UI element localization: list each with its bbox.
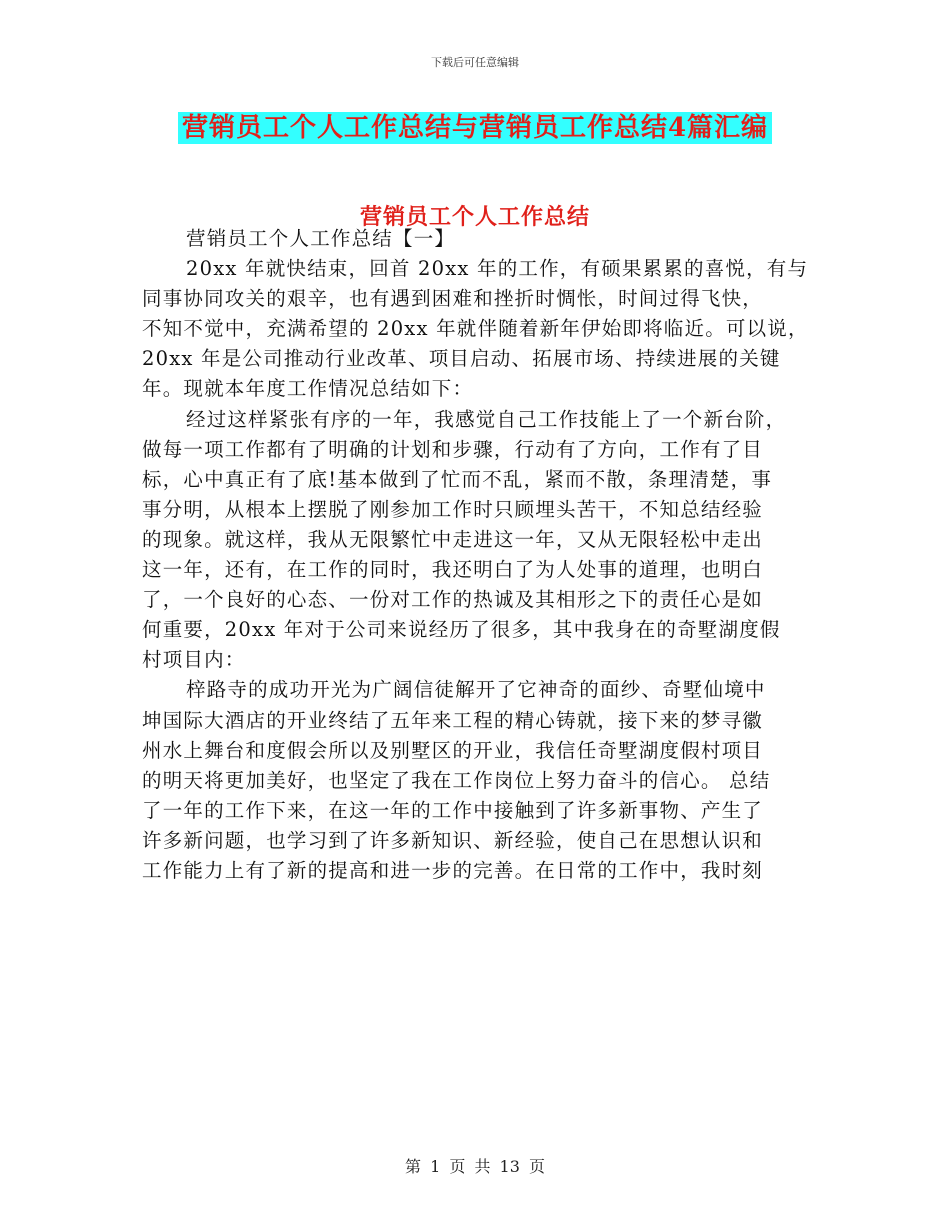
paragraph-line: 坤国际大酒店的开业终结了五年来工程的精心铸就，接下来的梦寻徽	[142, 708, 764, 732]
paragraph-line: 不知不觉中，充满希望的 20xx 年就伴随着新年伊始即将临近。可以说，	[142, 317, 809, 341]
paragraph-line: 州水上舞台和度假会所以及别墅区的开业，我信任奇墅湖度假村项目	[142, 738, 764, 762]
main-title: 营销员工个人工作总结与营销员工作总结4篇汇编	[178, 112, 772, 144]
paragraph-line: 标，心中真正有了底!基本做到了忙而不乱，紧而不散，条理清楚，事	[142, 467, 773, 491]
paragraph-line: 许多新问题，也学习到了许多新知识、新经验，使自己在思想认识和	[142, 828, 764, 852]
paragraph-line: 做每一项工作都有了明确的计划和步骤，行动有了方向，工作有了目	[142, 437, 764, 461]
paragraph-line: 的现象。就这样，我从无限繁忙中走进这一年，又从无限轻松中走出	[142, 527, 764, 551]
paragraph-line: 梓路寺的成功开光为广阔信徒解开了它神奇的面纱、奇墅仙境中	[186, 678, 766, 702]
paragraph-line: 这一年，还有，在工作的同时，我还明白了为人处事的道理，也明白	[142, 558, 764, 582]
paragraph-line: 何重要，20xx 年对于公司来说经历了很多，其中我身在的奇墅湖度假	[142, 618, 781, 642]
section-title: 营销员工个人工作总结	[359, 204, 590, 230]
paragraph-line: 事分明，从根本上摆脱了刚参加工作时只顾埋头苦干，不知总结经验	[142, 497, 764, 521]
paragraph-line: 同事协同攻关的艰辛，也有遇到困难和挫折时惆怅，时间过得飞快，	[142, 287, 764, 311]
paragraph-line: 了，一个良好的心态、一份对工作的热诚及其相形之下的责任心是如	[142, 588, 764, 612]
paragraph-line: 的明天将更加美好，也坚定了我在工作岗位上努力奋斗的信心。 总结	[142, 768, 771, 792]
body-text	[142, 224, 812, 886]
paragraph-line: 20xx 年就快结束，回首 20xx 年的工作，有硕果累累的喜悦，有与	[186, 257, 809, 281]
paragraph-line: 年。现就本年度工作情况总结如下：	[142, 377, 474, 401]
paragraph-line: 工作能力上有了新的提高和进一步的完善。在日常的工作中，我时刻	[142, 858, 764, 882]
header-note: 下载后可任意编辑	[431, 56, 519, 69]
paragraph-line: 经过这样紧张有序的一年，我感觉自己工作技能上了一个新台阶，	[186, 407, 787, 431]
page-footer: 第 1 页 共 13 页	[405, 1157, 545, 1176]
subheading: 营销员工个人工作总结【一】	[186, 227, 456, 250]
paragraph-line: 了一年的工作下来，在这一年的工作中接触到了许多新事物、产生了	[142, 798, 764, 822]
paragraph-line: 村项目内：	[142, 648, 246, 672]
main-title-container	[0, 112, 950, 144]
paragraph-line: 20xx 年是公司推动行业改革、项目启动、拓展市场、持续进展的关键	[142, 347, 781, 371]
